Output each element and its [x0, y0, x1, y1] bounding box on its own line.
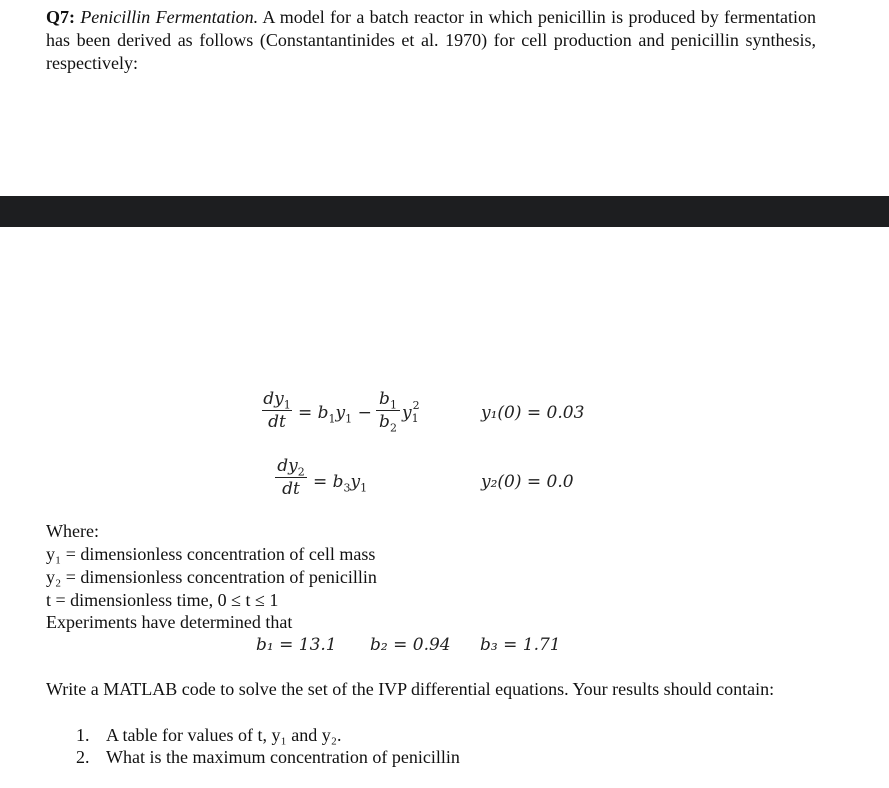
definition-y2: y₂ = dimensionless concentration of penicillin [46, 567, 377, 587]
constant-b2: b₂ = 0.94 [370, 635, 451, 655]
definition-t: t = dimensionless time, 0 ≤ t ≤ 1 [46, 590, 279, 610]
constant-b1: b₁ = 13.1 [256, 635, 337, 655]
eq2-initial-condition: y₂(0) = 0.0 [481, 472, 574, 492]
eq1-coef-fraction: $b_1$ $b_2$ [376, 389, 400, 432]
definitions-heading: Where: [46, 521, 99, 541]
question-body: A model for a batch reactor in which penicillin is produced by fermentation has been derived as follows (Constantantinides et al. 1970) for cell production and penicillin synthesis, respectively: [46, 7, 816, 73]
eq1-rhs-term: $y_1^2$ [402, 399, 420, 426]
task-item-2 [76, 746, 460, 769]
eq1-initial-condition: y₁(0) = 0.03 [481, 403, 585, 423]
task-item-1-number: 1. [76, 725, 90, 745]
constant-b3: b₃ = 1.71 [480, 635, 561, 655]
definition-y1: y₁ = dimensionless concentration of cell mass [46, 544, 376, 564]
eq2-lhs-fraction: $dy_2$ dt [275, 456, 307, 499]
question-text [46, 6, 816, 75]
task-item-1-text: A table for values of t, y₁ and y₂. [106, 725, 342, 745]
task-item-2-text: What is the maximum concentration of penicillin [106, 747, 460, 767]
question-title: Penicillin Fermentation. [80, 7, 259, 27]
eq1-rhs-part: = $b_1y_1$ − [298, 403, 372, 426]
question-number: Q7: [46, 7, 75, 27]
redaction-bar [0, 196, 889, 227]
task-text: Write a MATLAB code to solve the set of the IVP differential equations. Your results should contain: [46, 679, 775, 699]
task-item-2-number: 2. [76, 747, 90, 767]
task-item-1 [76, 724, 342, 747]
eq2-rhs: = $b_3y_1$ [313, 472, 368, 495]
experiments-text: Experiments have determined that [46, 612, 293, 632]
eq1-lhs-fraction: $dy_1$ dt [263, 389, 291, 432]
